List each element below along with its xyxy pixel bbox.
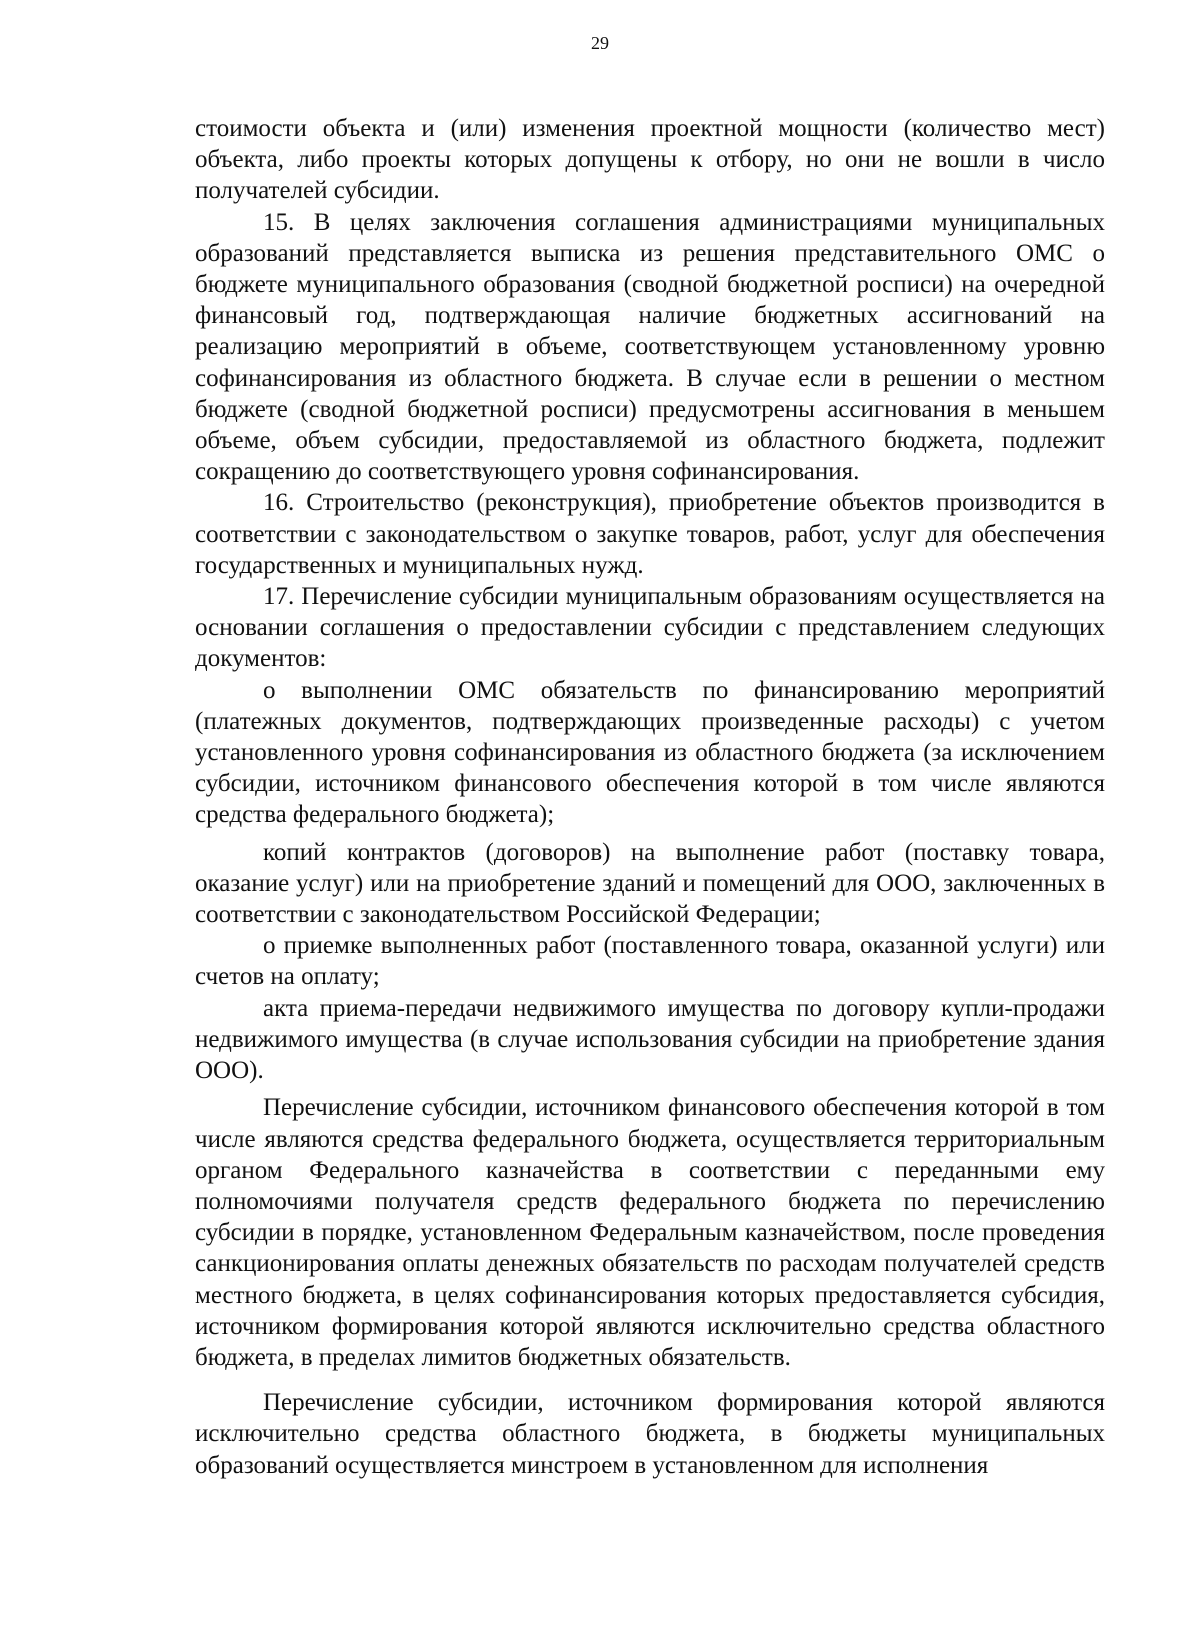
paragraph-item-17: 17. Перечисление субсидии муниципальным образованиям осуществляется на основании соглашения о предоставлении субсидии с представлением следующих документов: (195, 583, 1105, 673)
paragraph-list-4: акта приема-передачи недвижимого имущества по договору купли-продажи недвижимого имущества (в случае использования субсидии на приобретение здания ООО). (195, 994, 1105, 1085)
paragraph-transfer-regional: Перечисление субсидии, источником формирования которой являются исключительно средства областного бюджета, в бюджеты муниципальных образований осуществляется минстроем в установленном для исполнения (195, 1389, 1105, 1479)
paragraph-list-3: о приемке выполненных работ (поставленного товара, оказанной услуги) или счетов на оплату; (195, 932, 1105, 991)
paragraph-continuation: стоимости объекта и (или) изменения проектной мощности (количество мест) объекта, либо проекты которых допущены к отбору, но они не вошли в число получателей субсидии. (195, 115, 1105, 205)
paragraph-item-16: 16. Строительство (реконструкция), приобретение объектов производится в соответствии с законодательством о закупке товаров, работ, услуг для обеспечения государственных и муниципальных нужд. (195, 489, 1105, 579)
document-body (195, 113, 1105, 1481)
page-number: 29 (591, 33, 609, 53)
paragraph-item-15: 15. В целях заключения соглашения администрациями муниципальных образований представляется выписка из решения представительного ОМС о бюджете муниципального образования (сводной бюджетной росписи) на очередной финансовый год, подтверждающая наличие бюджетных ассигнований на реализацию мероприятий в объеме, соответствующем установленному уровню софинансирования из областного бюджета. В случае если в решении о местном бюджете (сводной бюджетной росписи) предусмотрены ассигнования в меньшем объеме, объем субсидии, предоставляемой из областного бюджета, подлежит сокращению до соответствующего уровня софинансирования. (195, 208, 1105, 486)
paragraph-list-1: о выполнении ОМС обязательств по финансированию мероприятий (платежных документов, подтверждающих произведенные расходы) с учетом установленного уровня софинансирования из областного бюджета (за исключением субсидии, источником финансового обеспечения которой в том числе являются средства федерального бюджета); (195, 676, 1105, 829)
paragraph-list-2: копий контрактов (договоров) на выполнение работ (поставку товара, оказание услуг) или на приобретение зданий и помещений для ООО, заключенных в соответствии с законодательством Российской Федерации; (195, 838, 1105, 929)
paragraph-transfer-federal: Перечисление субсидии, источником финансового обеспечения которой в том числе являются средства федерального бюджета, осуществляется территориальным органом Федерального казначейства в соответствии с переданными ему полномочиями получателя средств федерального бюджета по перечислению субсидии в порядке, установленном Федеральным казначейством, после проведения санкционирования оплаты денежных обязательств по расходам получателей средств местного бюджета, в целях софинансирования которых предоставляется субсидия, источником формирования которой являются исключительно средства областного бюджета, в пределах лимитов бюджетных обязательств. (195, 1094, 1105, 1371)
